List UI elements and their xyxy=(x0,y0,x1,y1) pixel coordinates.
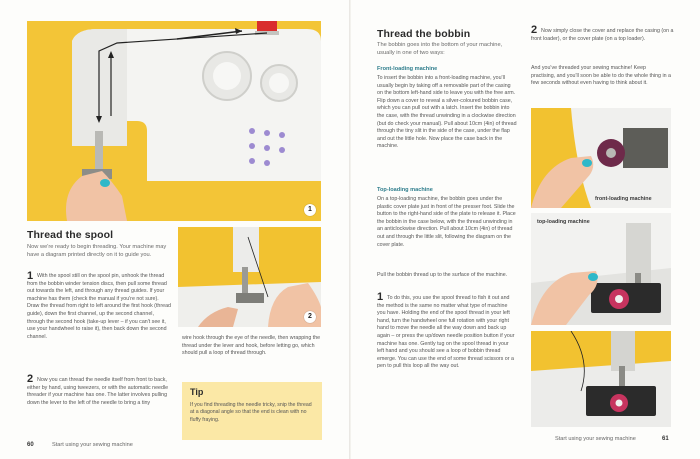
caption-front-loading: front-loading machine xyxy=(595,196,652,202)
tip-box xyxy=(182,382,322,440)
page-number-left: 60 xyxy=(27,442,34,448)
bobbin-step-2-number: 2 xyxy=(531,24,538,36)
closing-text: And you've threaded your sewing machine! Keep practising, and you'll soon be able to do the whole thing in a few seconds without even having to think about it. xyxy=(531,65,672,87)
spool-step-1-number: 1 xyxy=(27,270,34,282)
page-number-right: 61 xyxy=(662,436,669,442)
bobbin-step-2-text: Now simply close the cover and replace the casing (on a front loader), or the cover plate (on a top loader). xyxy=(531,28,674,42)
spool-continued-text: wire hook through the eye of the needle, then wrapping the thread under the lever and hook, before letting go, which should pull a loop of thread through. xyxy=(182,335,321,357)
needle-illustration xyxy=(178,227,321,327)
photo-top-loading xyxy=(531,213,671,325)
heading-thread-bobbin: Thread the bobbin xyxy=(377,28,471,40)
bobbin-intro: The bobbin goes into the bottom of your machine, usually in one of two ways: xyxy=(377,42,503,57)
machine-illustration xyxy=(27,21,321,221)
footer-right: Start using your sewing machine xyxy=(555,436,636,442)
spool-intro: Now we're ready to begin threading. Your machine may have a diagram printed directly on it to guide you. xyxy=(27,244,167,259)
tip-title: Tip xyxy=(190,387,204,397)
spool-step-2-number: 2 xyxy=(27,373,34,385)
top-loading-illustration xyxy=(531,213,671,325)
spool-step-1-text: With the spool still on the spool pin, unhook the thread from the bobbin winder tension discs, then pull some thread out towards the left, and through any thread guides. If your machine has them (check the manual if you're not sure). Draw the thread from right to left around the first hook (thread guide), down the first channel, up the second channel, through the second hook (take-up lever – if you can't see it, use your handwheel to raise it), then back down the second channel. xyxy=(27,273,171,340)
heading-thread-spool: Thread the spool xyxy=(27,229,114,241)
bobbin-step-1-text: To do this, you use the spool thread to fish it out and the method is the same no matter what type of machine you have. Holding the end of the spool thread in your left hand, turn the handwheel one full rotation with your right hand to move the needle all the way down and back up again – or press the up/down needle position button if your machine has one. Gently tug on the spool thread in your left hand and you should see a loop of bobbin thread emerge. You can use the end of some thread scissors or a pen to pull this loop all the way out. xyxy=(377,295,515,370)
front-loading-illustration xyxy=(531,108,671,208)
bobbin-closeup-illustration xyxy=(531,331,671,427)
caption-top-loading: top-loading machine xyxy=(537,219,590,225)
photo-bobbin-closeup xyxy=(531,331,671,427)
pull-bobbin-text: Pull the bobbin thread up to the surface of the machine. xyxy=(377,272,508,278)
front-loading-text: To insert the bobbin into a front-loading machine, you'll usually begin by taking off a removable part of the casing on the bottom left-hand side to leave you with the free arm. Flip down a cover to reveal a silver-coloured bobbin case, which you can pull out with a latch. Insert the bobbin into the case, with the thread unwinding in a clockwise direction (but do check your manual). Pull about 10cm (4in) of thread through the tiny slit in the side of the case, under the flap and out the little hole. Now place the case back in the machine. xyxy=(377,75,517,150)
spool-step-2-text: Now you can thread the needle itself from front to back, either by hand, using tweezers, or with the automatic needle threader if your machine has one. The latter involves pulling down the lever to the left of the needle to bring a tiny xyxy=(27,377,169,406)
heading-front-loading: Front-loading machine xyxy=(377,66,438,72)
tip-text: If you find threading the needle tricky, snip the thread at a diagonal angle so that the end is clean with no fluffy fraying. xyxy=(190,402,312,423)
footer-left: Start using your sewing machine xyxy=(52,442,133,448)
bobbin-step-1-number: 1 xyxy=(377,291,384,303)
page-gutter xyxy=(349,0,351,459)
photo-needle-closeup xyxy=(178,227,321,327)
photo-front-loading xyxy=(531,108,671,208)
photo-badge-1: 1 xyxy=(304,204,316,216)
heading-top-loading: Top-loading machine xyxy=(377,187,433,193)
top-loading-text: On a top-loading machine, the bobbin goes under the plastic cover plate just in front of the presser foot. Slide the button to the right-hand side of the plate to release it. Place the bobbin in the case below, with the thread unwinding in an anticlockwise direction. Pull about 10cm (4in) of thread out and through the little slit, following the diagram on the cover plate. xyxy=(377,196,516,248)
photo-machine-threading xyxy=(27,21,321,221)
photo-badge-2: 2 xyxy=(304,311,316,323)
